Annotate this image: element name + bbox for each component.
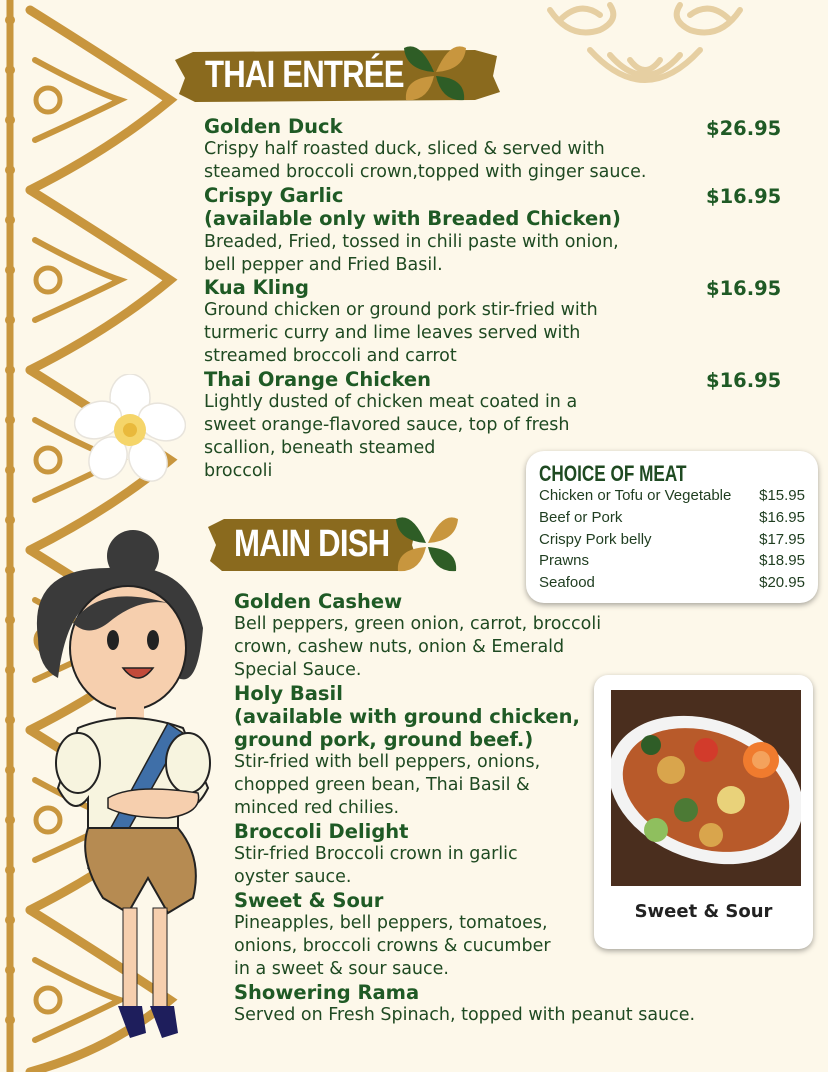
leaf-icon	[400, 40, 470, 108]
meat-option-price: $16.95	[759, 509, 805, 526]
meat-option-name: Prawns	[539, 552, 590, 569]
thai-lady-illustration	[18, 528, 238, 1048]
top-ornament	[540, 0, 750, 120]
section-title-main-dish: MAIN DISH	[234, 523, 390, 565]
choice-of-meat-box	[526, 451, 818, 603]
meat-option-name: Chicken or Tofu or Vegetable	[539, 487, 732, 504]
meat-option-price: $20.95	[759, 574, 805, 591]
item-desc-broccoli-delight: Stir-fried Broccoli crown in garlic oyster sauce.	[234, 844, 518, 887]
item-desc-thai-orange-chicken: Lightly dusted of chicken meat coated in a sweet orange-flavored sauce, top of fresh scallion, beneath steamed broccoli	[204, 392, 578, 481]
item-price-thai-orange-chicken: $16.95	[706, 369, 782, 392]
item-name-showering-rama: Showering Rama	[234, 981, 420, 1004]
item-name-broccoli-delight: Broccoli Delight	[234, 820, 409, 843]
item-name-golden-cashew: Golden Cashew	[234, 590, 403, 613]
plumeria-flower-image	[74, 374, 186, 482]
item-price-crispy-garlic: $16.95	[706, 185, 782, 208]
item-desc-kua-kling: Ground chicken or ground pork stir-fried with turmeric curry and lime leaves served with streamed broccoli and carrot	[204, 300, 598, 366]
leaf-icon	[392, 510, 462, 580]
item-desc-sweet-sour: Pineapples, bell peppers, tomatoes, onions, broccoli crowns & cucumber in a sweet & sour sauce.	[234, 913, 551, 979]
meat-option-name: Seafood	[539, 574, 595, 591]
item-name-sweet-sour: Sweet & Sour	[234, 889, 384, 912]
choice-of-meat-title: CHOICE OF MEAT	[539, 461, 687, 486]
item-name-golden-duck: Golden Duck	[204, 115, 343, 138]
item-price-golden-duck: $26.95	[706, 117, 782, 140]
item-desc-holy-basil: Stir-fried with bell peppers, onions, chopped green bean, Thai Basil & minced red chilies.	[234, 752, 541, 818]
item-price-kua-kling: $16.95	[706, 277, 782, 300]
meat-option-price: $15.95	[759, 487, 805, 504]
section-title-thai-entree: THAI ENTRÉE	[205, 54, 404, 96]
photo-caption: Sweet & Sour	[634, 901, 773, 922]
item-name-kua-kling: Kua Kling	[204, 276, 309, 299]
meat-option-price: $17.95	[759, 531, 805, 548]
item-desc-golden-cashew: Bell peppers, green onion, carrot, broccoli crown, cashew nuts, onion & Emerald Special Sauce.	[234, 614, 602, 680]
meat-option-price: $18.95	[759, 552, 805, 569]
item-desc-crispy-garlic: Breaded, Fried, tossed in chili paste with onion, bell pepper and Fried Basil.	[204, 232, 619, 275]
sweet-sour-dish-photo	[611, 690, 801, 886]
item-name-crispy-garlic: Crispy Garlic (available only with Breaded Chicken)	[204, 184, 621, 230]
main-dish-banner	[208, 515, 418, 573]
item-desc-showering-rama: Served on Fresh Spinach, topped with peanut sauce.	[234, 1005, 696, 1025]
meat-option-name: Beef or Pork	[539, 509, 623, 526]
item-desc-golden-duck: Crispy half roasted duck, sliced & served with steamed broccoli crown,topped with ginger sauce.	[204, 139, 647, 182]
item-name-thai-orange-chicken: Thai Orange Chicken	[204, 368, 432, 391]
item-name-holy-basil: Holy Basil (available with ground chicken, ground pork, ground beef.)	[234, 682, 580, 751]
meat-option-name: Crispy Pork belly	[539, 531, 652, 548]
dish-photo-card	[594, 675, 813, 949]
